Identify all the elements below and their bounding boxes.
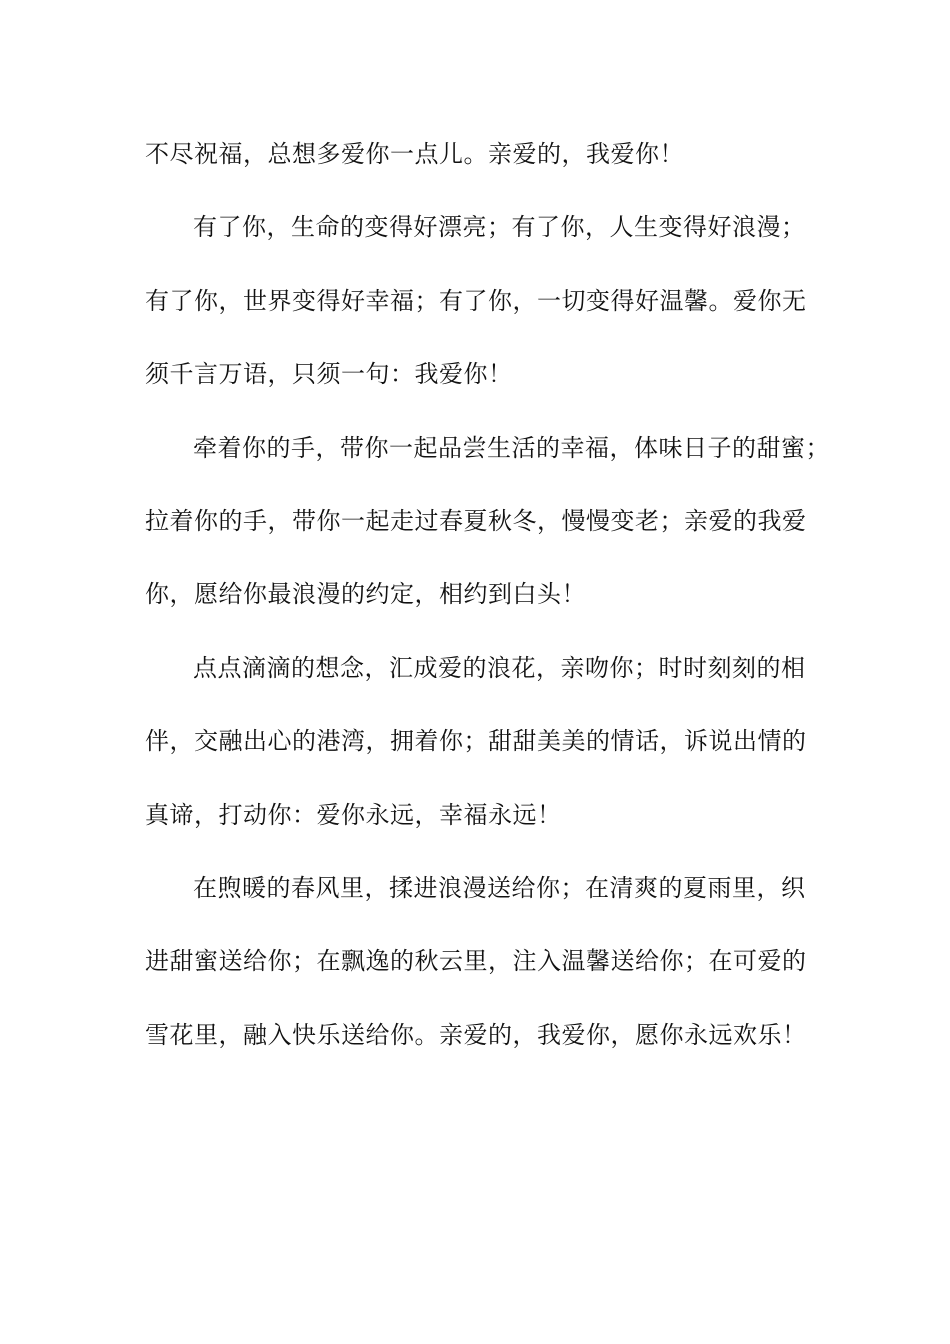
- document-body: [145, 118, 830, 1072]
- text-line: 你，愿给你最浪漫的约定，相约到白头！: [145, 580, 586, 609]
- text-line: 雪花里，融入快乐送给你。亲爱的，我爱你，愿你永远欢乐！: [145, 1020, 807, 1049]
- text-line: 须千言万语，只须一句：我爱你！: [145, 360, 513, 389]
- text-line: 牵着你的手，带你一起品尝生活的幸福，体味日子的甜蜜；: [193, 433, 830, 462]
- text-line: 有了你，生命的变得好漂亮；有了你，人生变得好浪漫；: [193, 213, 806, 242]
- text-line: 点点滴滴的想念，汇成爱的浪花，亲吻你；时时刻刻的相: [193, 653, 806, 682]
- text-line: 在煦暖的春风里，揉进浪漫送给你；在清爽的夏雨里，织: [193, 873, 806, 902]
- text-line: 拉着你的手，带你一起走过春夏秋冬，慢慢变老；亲爱的我爱: [145, 506, 807, 535]
- text-line: 不尽祝福，总想多爱你一点儿。亲爱的，我爱你！: [145, 140, 684, 168]
- text-line: 有了你，世界变得好幸福；有了你，一切变得好温馨。爱你无: [145, 286, 807, 315]
- text-line: 伴，交融出心的港湾，拥着你；甜甜美美的情话，诉说出情的: [145, 727, 807, 756]
- text-line: 进甜蜜送给你；在飘逸的秋云里，注入温馨送给你；在可爱的: [145, 947, 807, 976]
- text-line: 真谛，打动你：爱你永远，幸福永远！: [145, 800, 562, 829]
